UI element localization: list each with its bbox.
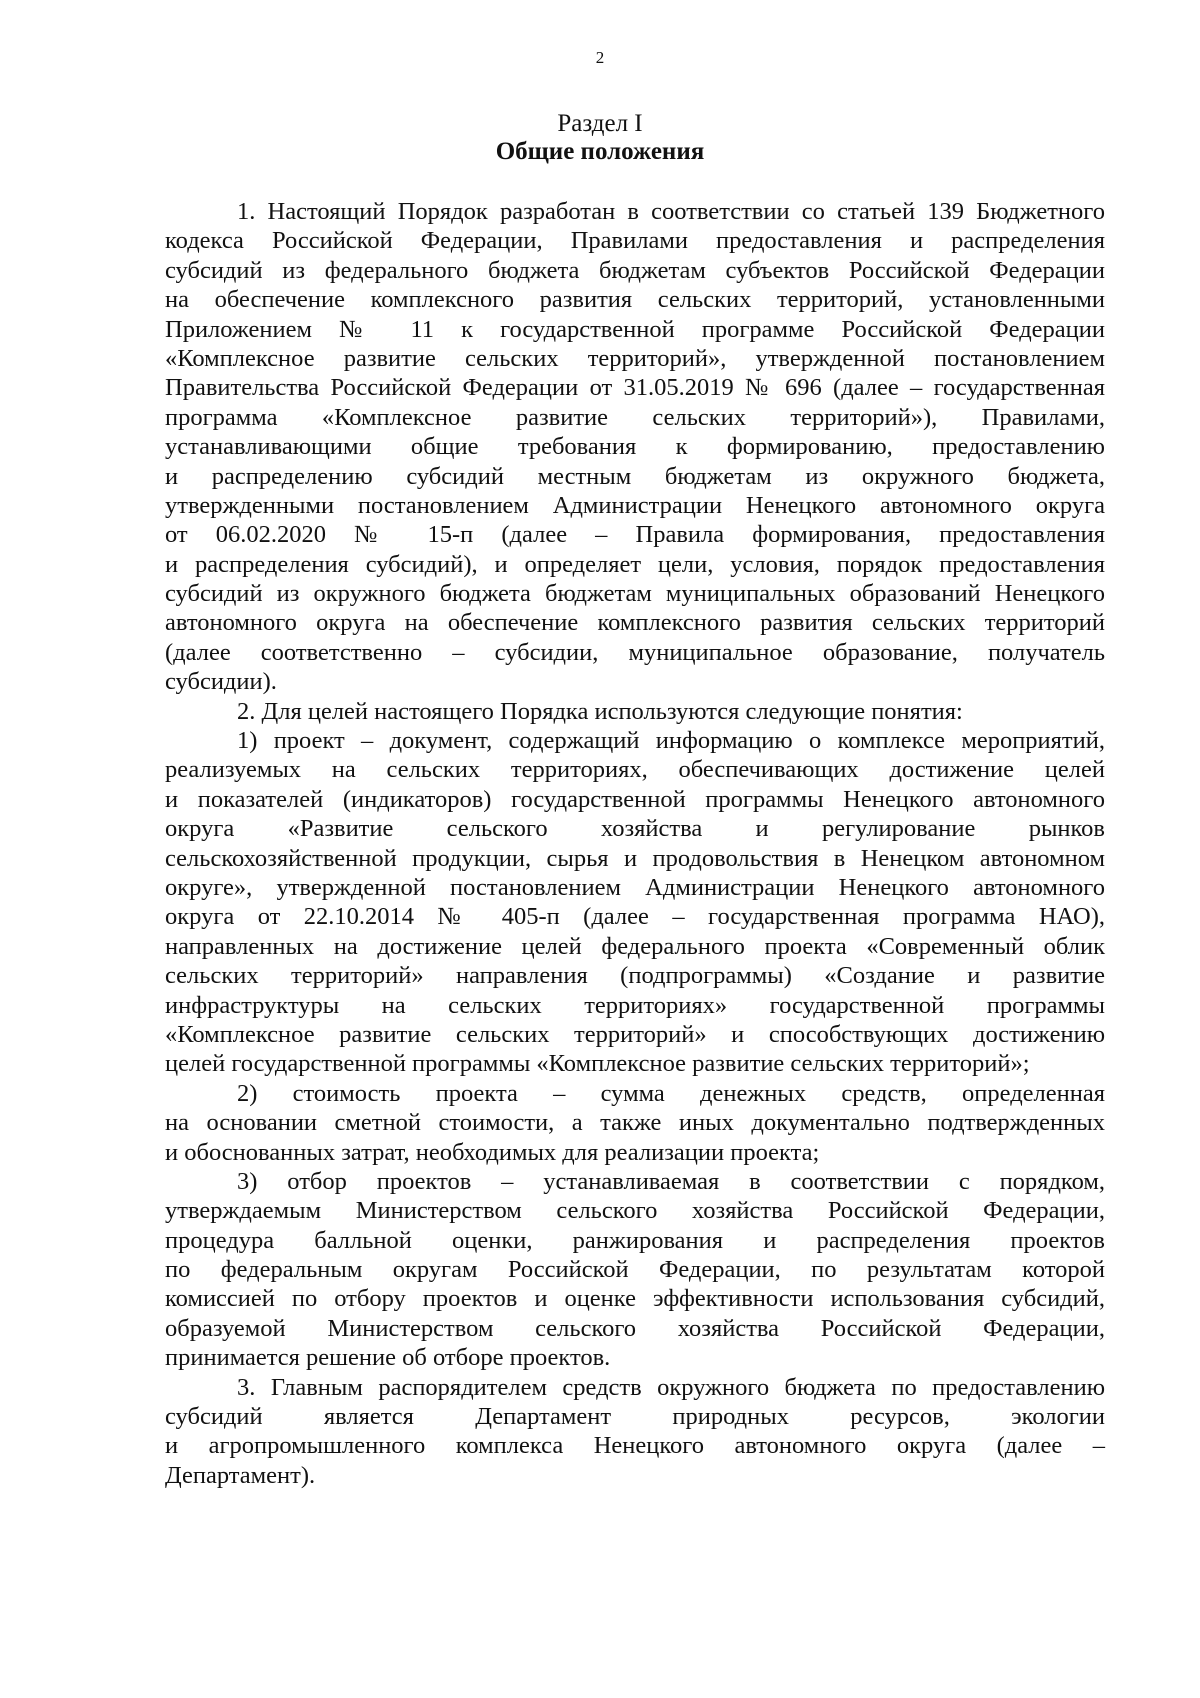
paragraph-line: субсидий из окружного бюджета бюджетам муниципальных образований Ненецкого	[165, 580, 1105, 608]
section-title: Общие положения	[495, 138, 705, 165]
paragraph-line: и показателей (индикаторов) государственной программы Ненецкого автономного	[165, 785, 1105, 813]
paragraph-line: утверждаемым Министерством сельского хозяйства Российской Федерации,	[165, 1197, 1105, 1225]
paragraph	[165, 1079, 1105, 1167]
paragraph-line: Правительства Российской Федерации от 31.05.2019 № 696 (далее – государственная	[165, 374, 1105, 402]
paragraph	[165, 1167, 1105, 1373]
paragraph-line: образуемой Министерством сельского хозяйства Российской Федерации,	[165, 1314, 1105, 1342]
paragraph-line: по федеральным округам Российской Федерации, по результатам которой	[165, 1256, 1105, 1284]
paragraph-line: утвержденными постановлением Администрации Ненецкого автономного округа	[165, 491, 1105, 519]
paragraph-line: реализуемых на сельских территориях, обеспечивающих достижение целей	[165, 756, 1105, 784]
paragraph-line: на основании сметной стоимости, а также иных документально подтвержденных	[165, 1109, 1105, 1137]
paragraph-line: субсидий является Департамент природных ресурсов, экологии	[165, 1403, 1105, 1431]
paragraph-line: Приложением № 11 к государственной программе Российской Федерации	[165, 315, 1105, 343]
paragraph-line: и агропромышленного комплекса Ненецкого автономного округа (далее –	[165, 1432, 1105, 1460]
paragraph-line: 2) стоимость проекта – сумма денежных средств, определенная	[237, 1079, 1105, 1107]
paragraph-line: устанавливающими общие требования к формированию, предоставлению	[165, 433, 1105, 461]
paragraph-line: Департамент).	[165, 1461, 316, 1489]
paragraph-line: и обоснованных затрат, необходимых для реализации проекта;	[165, 1138, 820, 1166]
paragraph-line: программа «Комплексное развитие сельских территорий»), Правилами,	[165, 403, 1105, 431]
paragraph-line: 2. Для целей настоящего Порядка используются следующие понятия:	[237, 697, 963, 725]
paragraph-line: 1. Настоящий Порядок разработан в соответствии со статьей 139 Бюджетного	[237, 198, 1105, 225]
paragraph-line: целей государственной программы «Комплексное развитие сельских территорий»;	[165, 1050, 1030, 1078]
paragraph	[165, 697, 1105, 726]
paragraph-line: «Комплексное развитие сельских территорий» и способствующих достижению	[165, 1020, 1105, 1048]
paragraph-line: округе», утвержденной постановлением Администрации Ненецкого автономного	[165, 873, 1105, 901]
paragraph-line: субсидии).	[165, 668, 277, 696]
paragraph-line: 1) проект – документ, содержащий информацию о комплексе мероприятий,	[237, 727, 1105, 755]
paragraph-line: округа от 22.10.2014 № 405-п (далее – государственная программа НАО),	[165, 903, 1105, 931]
paragraph-line: инфраструктуры на сельских территориях» государственной программы	[165, 991, 1105, 1019]
paragraph-line: направленных на достижение целей федерального проекта «Современный облик	[165, 932, 1105, 960]
document-body	[165, 197, 1105, 1490]
paragraph-line: 3) отбор проектов – устанавливаемая в соответствии с порядком,	[237, 1167, 1105, 1195]
paragraph-line: округа «Развитие сельского хозяйства и регулирование рынков	[165, 815, 1105, 843]
paragraph-line: автономного округа на обеспечение комплексного развития сельских территорий	[165, 609, 1105, 637]
paragraph	[165, 197, 1105, 697]
paragraph-line: субсидий из федерального бюджета бюджетам субъектов Российской Федерации	[165, 256, 1105, 284]
paragraph-line: (далее соответственно – субсидии, муниципальное образование, получатель	[165, 638, 1105, 666]
paragraph-line: принимается решение об отборе проектов.	[165, 1344, 611, 1372]
paragraph-line: сельских территорий» направления (подпрограммы) «Создание и развитие	[165, 962, 1105, 990]
paragraph-line: процедура балльной оценки, ранжирования и распределения проектов	[165, 1226, 1105, 1254]
paragraph-line: на обеспечение комплексного развития сельских территорий, установленными	[165, 286, 1105, 314]
section-label: Раздел I	[557, 110, 643, 137]
paragraph-line: и распределению субсидий местным бюджетам из окружного бюджета,	[165, 462, 1105, 490]
paragraph-line: от 06.02.2020 № 15-п (далее – Правила формирования, предоставления	[165, 521, 1105, 549]
paragraph-line: «Комплексное развитие сельских территорий», утвержденной постановлением	[165, 344, 1105, 372]
paragraph-line: комиссией по отбору проектов и оценке эффективности использования субсидий,	[165, 1285, 1105, 1313]
paragraph	[165, 726, 1105, 1079]
paragraph-line: кодекса Российской Федерации, Правилами предоставления и распределения	[165, 227, 1105, 255]
paragraph-line: 3. Главным распорядителем средств окружного бюджета по предоставлению	[237, 1373, 1105, 1401]
paragraph-line: сельскохозяйственной продукции, сырья и продовольствия в Ненецком автономном	[165, 844, 1105, 872]
paragraph-line: и распределения субсидий), и определяет цели, условия, порядок предоставления	[165, 550, 1105, 578]
page-number: 2	[595, 48, 605, 67]
paragraph	[165, 1373, 1105, 1491]
